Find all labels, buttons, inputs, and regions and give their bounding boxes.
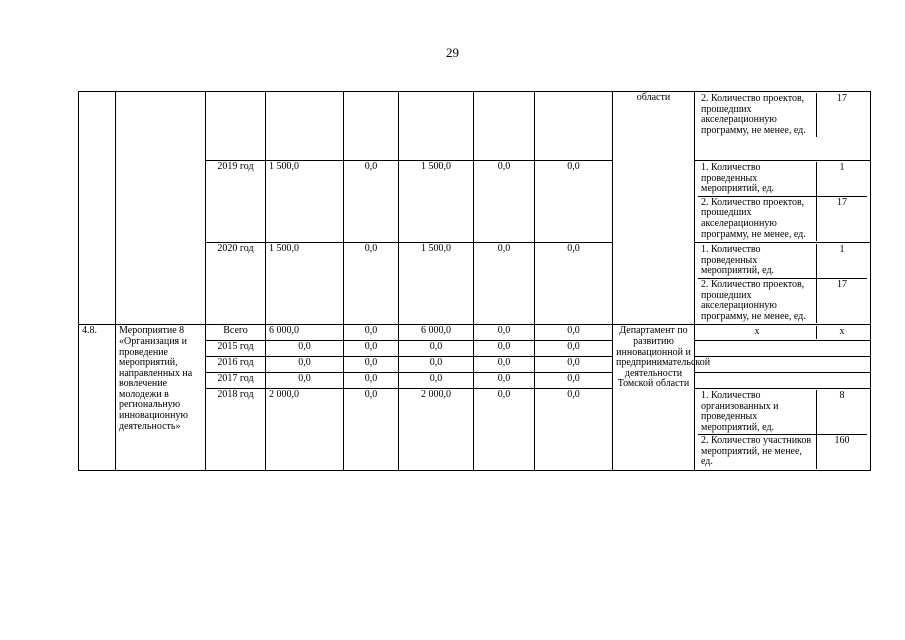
year-cell: 2016 год — [206, 356, 266, 372]
table-row — [79, 92, 871, 161]
table-row: 2016 год 0,0 0,0 0,0 0,0 0,0 — [79, 356, 871, 372]
year-cell: 2020 год — [206, 243, 266, 325]
executor-cell: Департамент по развитию инновационной и предпринимательской деятельности Томской области — [613, 325, 695, 471]
indicator-value: 1 — [817, 244, 868, 278]
table-row: 2018 год 2 000,0 0,0 2 000,0 0,0 0,0 1. Количество организованных и проведенных мероприятий, ед. 8 2. Количество участников мероприятий, не менее, ед. 160 — [79, 388, 871, 470]
table-row: 2017 год 0,0 0,0 0,0 0,0 0,0 — [79, 372, 871, 388]
indicator-text: х — [754, 326, 760, 338]
indicator-text: 1. Количество проведенных мероприятий, ед. — [698, 162, 817, 196]
event-number: 4.8. — [79, 325, 116, 471]
total-cell: 6 000,0 — [266, 325, 344, 341]
table-row: 2020 год 1 500,0 0,0 1 500,0 0,0 0,0 1. Количество проведенных мероприятий, ед. 1 2. Количество проектов, прошедших акселерационную программу, не менее, ед. 17 — [79, 243, 871, 325]
indicator-text: 2. Количество участников мероприятий, не менее, ед. — [701, 435, 812, 468]
indicator-text: 2. Количество проектов, прошедших акселерационную программу, не менее, ед. — [701, 196, 806, 240]
table-row: 2015 год 0,0 0,0 0,0 0,0 0,0 — [79, 340, 871, 356]
indicator-value: 17 — [817, 196, 868, 241]
page-number: 29 — [446, 45, 459, 60]
indicator-value: 17 — [817, 93, 868, 137]
total-cell: 1 500,0 — [266, 243, 344, 325]
program-table — [78, 91, 871, 471]
indicator-text: 2. Количество проектов, прошедших акселерационную программу, не менее, ед. — [701, 93, 806, 136]
indicator-text: 2. Количество проектов, прошедших акселерационную программу, не менее, ед. — [701, 278, 806, 322]
indicator-text: 1. Количество организованных и проведенных мероприятий, ед. — [698, 390, 817, 435]
indicator-value: 17 — [817, 278, 868, 323]
year-cell: 2018 год — [206, 388, 266, 470]
indicator-value: х — [817, 326, 868, 339]
year-cell: 2015 год — [206, 340, 266, 356]
total-cell: 2 000,0 — [266, 388, 344, 470]
executor-cell: области — [613, 92, 695, 161]
indicator-value: 1 — [817, 162, 868, 196]
year-cell: 2017 год — [206, 372, 266, 388]
event-name: Мероприятие 8 «Организация и проведение мероприятий, направленных на вовлечение молодежи в региональную инновационную деятельность» — [116, 325, 206, 471]
indicator-text: 1. Количество проведенных мероприятий, ед. — [698, 244, 817, 278]
total-cell: 1 500,0 — [266, 161, 344, 243]
table-row: 2019 год 1 500,0 0,0 1 500,0 0,0 0,0 1. Количество проведенных мероприятий, ед. 1 2. Количество проектов, прошедших акселерационную программу, не менее, ед. 17 — [79, 161, 871, 243]
indicator-value: 8 — [817, 390, 868, 435]
indicator-value: 160 — [817, 435, 868, 469]
year-cell: 2019 год — [206, 161, 266, 243]
year-cell: Всего — [206, 325, 266, 341]
table-row: 4.8. Мероприятие 8 «Организация и проведение мероприятий, направленных на вовлечение молодежи в региональную инновационную деятельность» Всего 6 000,0 0,0 6 000,0 0,0 0,0 Департамент по развитию инновационной и предпринимательской деятельности Томской области х х — [79, 325, 871, 341]
